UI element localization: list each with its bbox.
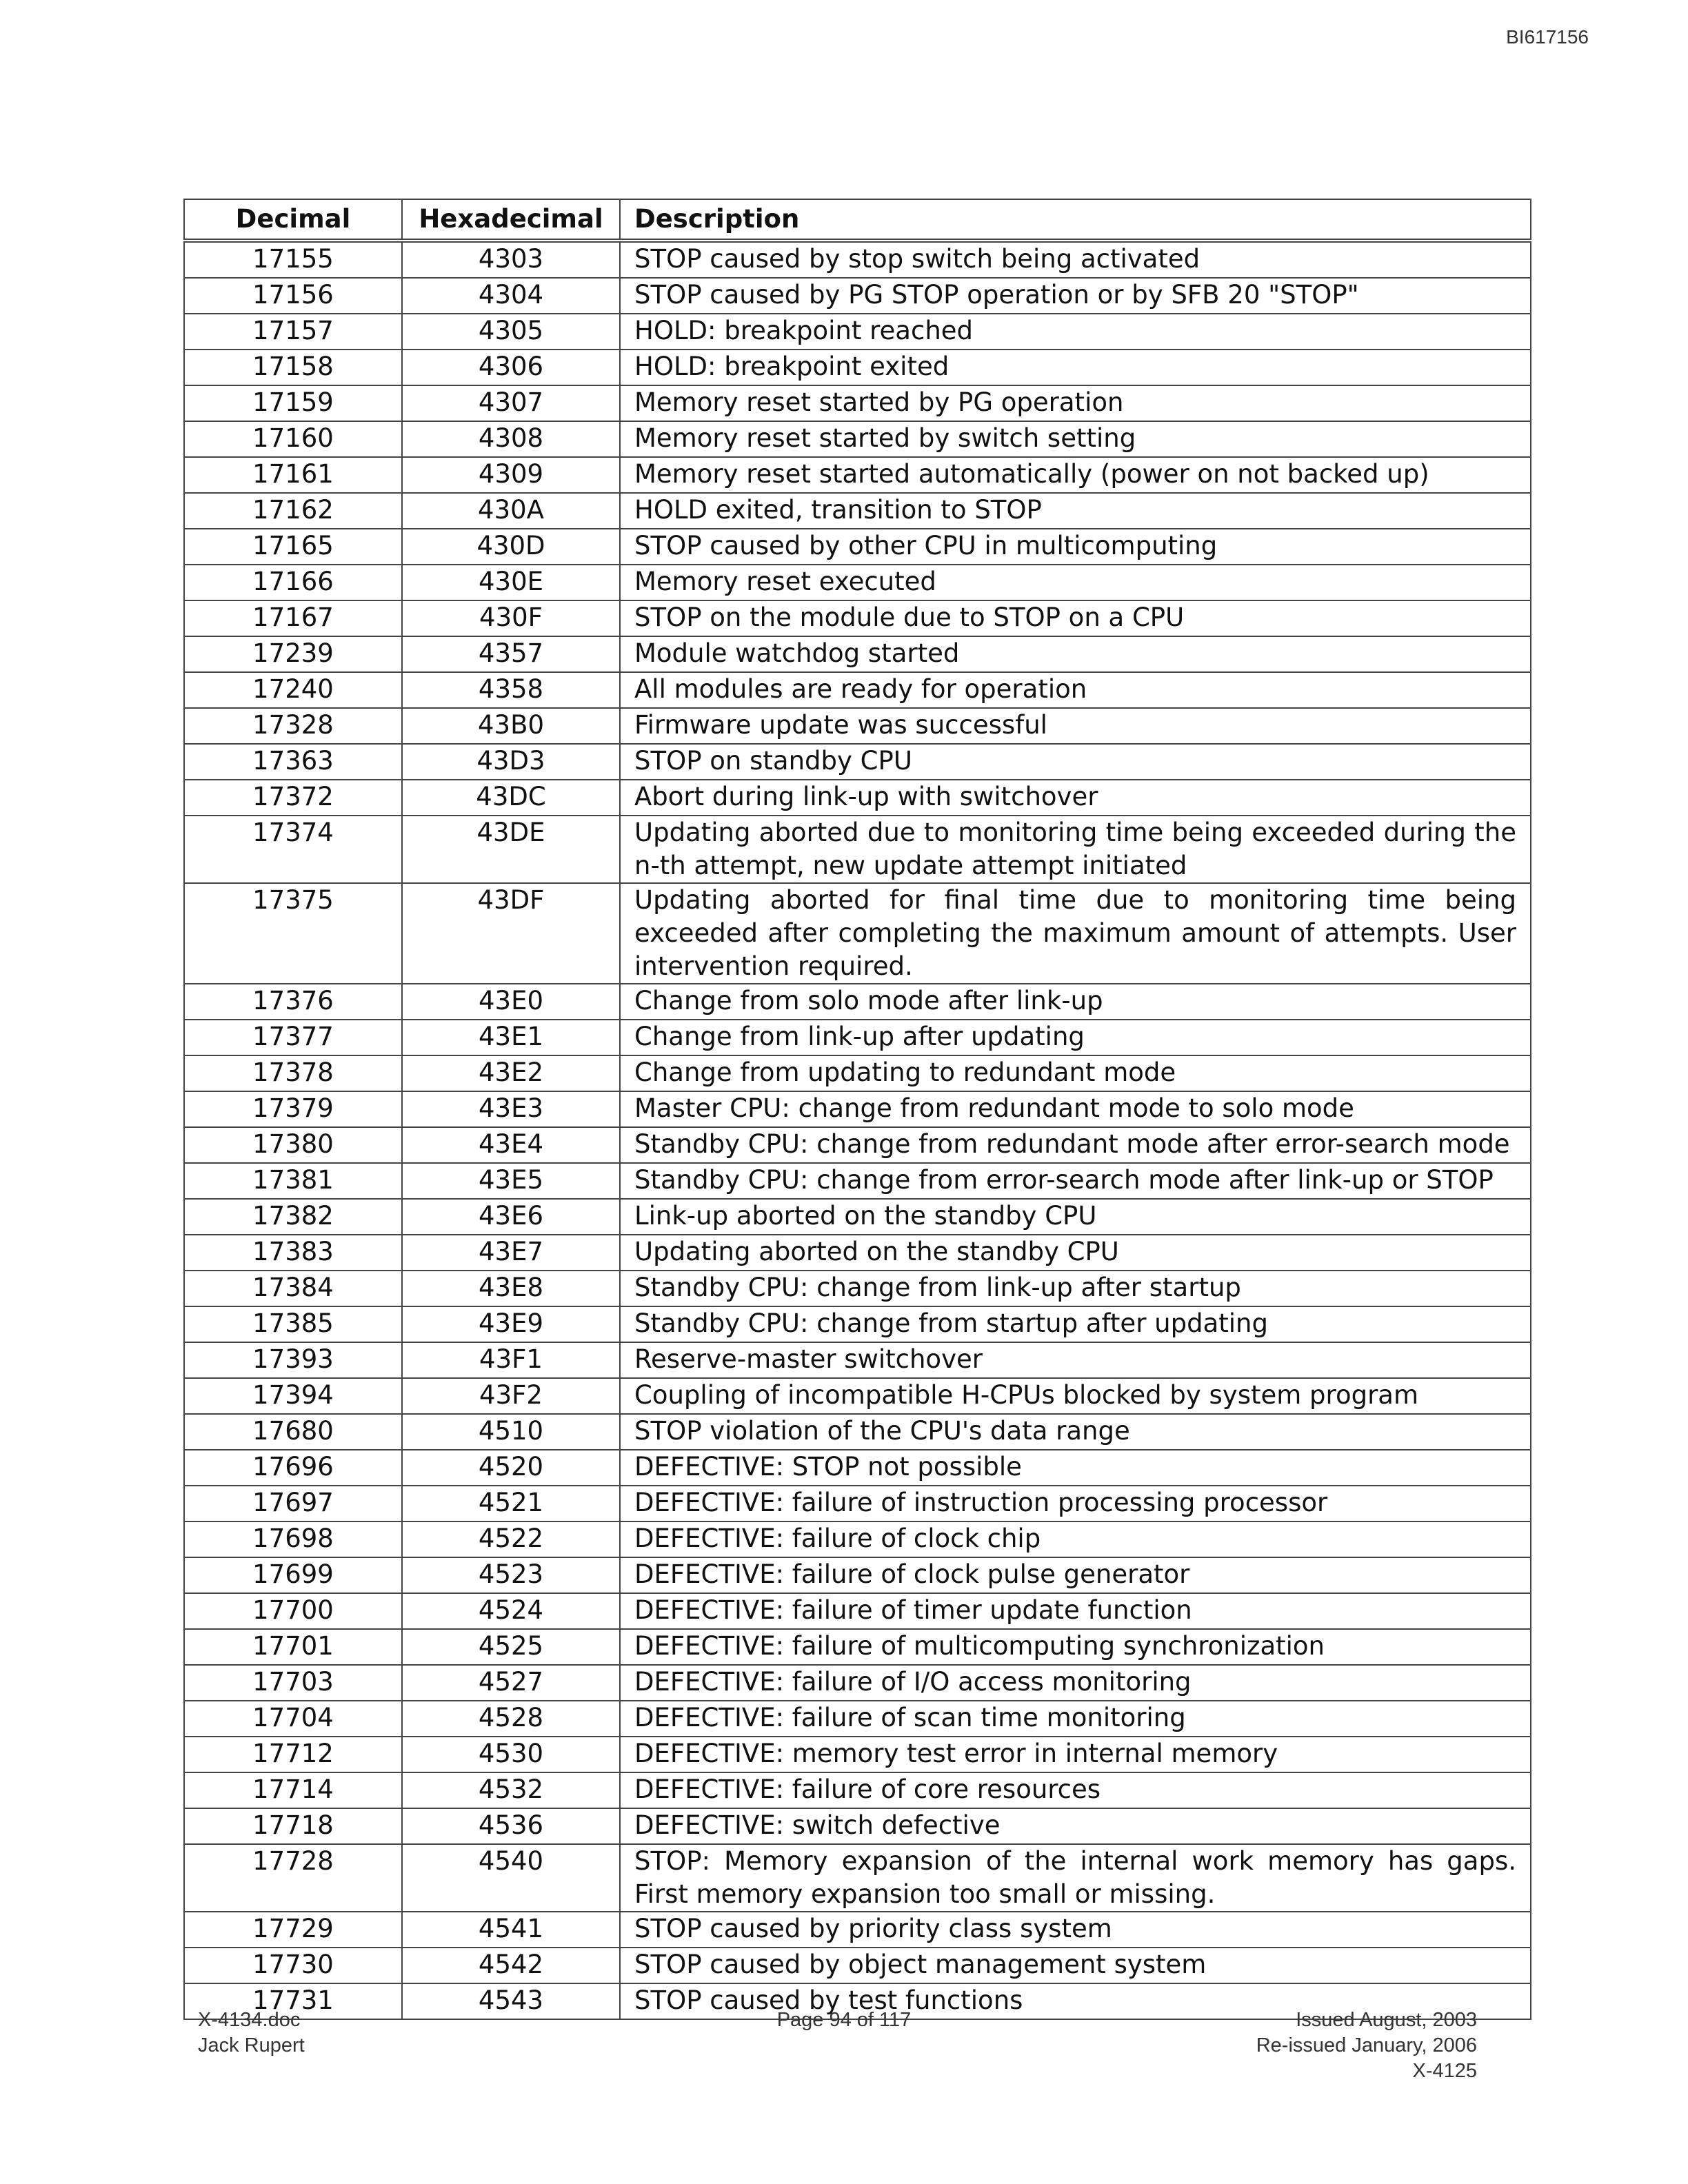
column-header-decimal: Decimal	[184, 199, 402, 241]
description-cell: HOLD exited, transition to STOP	[620, 493, 1531, 529]
table-body	[184, 241, 1531, 2019]
decimal-cell: 17377	[184, 1020, 402, 1055]
hex-cell: 4309	[402, 457, 620, 493]
description-cell: Updating aborted on the standby CPU	[620, 1235, 1531, 1271]
table-row	[184, 1127, 1531, 1163]
table-row	[184, 1665, 1531, 1701]
hex-cell: 4308	[402, 421, 620, 457]
hex-cell: 4525	[402, 1629, 620, 1665]
description-cell: STOP caused by object management system	[620, 1948, 1531, 1983]
decimal-cell: 17155	[184, 241, 402, 278]
description-cell: DEFECTIVE: failure of I/O access monitoring	[620, 1665, 1531, 1701]
description-cell: Memory reset started by PG operation	[620, 385, 1531, 421]
decimal-cell: 17376	[184, 984, 402, 1020]
decimal-cell: 17158	[184, 350, 402, 385]
description-cell: STOP caused by priority class system	[620, 1912, 1531, 1948]
description-cell: Module watchdog started	[620, 636, 1531, 672]
description-cell: Updating aborted for final time due to monitoring time being exceeded after completing the maximum amount of attempts. User intervention required.	[620, 883, 1531, 984]
table-row	[184, 1948, 1531, 1983]
description-cell: STOP on the module due to STOP on a CPU	[620, 600, 1531, 636]
hex-cell: 4303	[402, 241, 620, 278]
hex-cell: 43E3	[402, 1091, 620, 1127]
description-cell: Coupling of incompatible H-CPUs blocked by system program	[620, 1378, 1531, 1414]
decimal-cell: 17699	[184, 1557, 402, 1593]
table-row	[184, 780, 1531, 816]
description-cell: STOP caused by test functions	[620, 1983, 1531, 2019]
description-cell: HOLD: breakpoint exited	[620, 350, 1531, 385]
description-cell: Reserve-master switchover	[620, 1342, 1531, 1378]
decimal-cell: 17680	[184, 1414, 402, 1450]
table-row	[184, 1737, 1531, 1772]
description-cell: DEFECTIVE: memory test error in internal memory	[620, 1737, 1531, 1772]
table-row	[184, 1020, 1531, 1055]
page-number: Page 94 of 117	[776, 2009, 912, 2031]
table-row	[184, 493, 1531, 529]
description-cell: Standby CPU: change from link-up after startup	[620, 1271, 1531, 1306]
description-cell: Change from solo mode after link-up	[620, 984, 1531, 1020]
table-header-row	[184, 199, 1531, 241]
decimal-cell: 17393	[184, 1342, 402, 1378]
description-cell: Firmware update was successful	[620, 708, 1531, 744]
hex-cell: 4532	[402, 1772, 620, 1808]
decimal-cell: 17161	[184, 457, 402, 493]
decimal-cell: 17162	[184, 493, 402, 529]
decimal-cell: 17728	[184, 1844, 402, 1912]
table-row	[184, 1450, 1531, 1486]
hex-cell: 43E5	[402, 1163, 620, 1199]
decimal-cell: 17240	[184, 672, 402, 708]
hex-cell: 4357	[402, 636, 620, 672]
table-row	[184, 1521, 1531, 1557]
table-row	[184, 350, 1531, 385]
hex-cell: 4522	[402, 1521, 620, 1557]
table-row	[184, 1912, 1531, 1948]
description-cell: DEFECTIVE: failure of timer update function	[620, 1593, 1531, 1629]
decimal-cell: 17714	[184, 1772, 402, 1808]
description-cell: STOP violation of the CPU's data range	[620, 1414, 1531, 1450]
decimal-cell: 17160	[184, 421, 402, 457]
table-row	[184, 1342, 1531, 1378]
table-row	[184, 984, 1531, 1020]
hex-cell: 43E6	[402, 1199, 620, 1235]
table-row	[184, 1378, 1531, 1414]
table-row	[184, 314, 1531, 350]
description-cell: DEFECTIVE: failure of scan time monitoring	[620, 1701, 1531, 1737]
hex-cell: 43F1	[402, 1342, 620, 1378]
table-row	[184, 1235, 1531, 1271]
hex-cell: 43B0	[402, 708, 620, 744]
footer-issued-date: Issued August, 2003	[1296, 2009, 1477, 2031]
description-cell: All modules are ready for operation	[620, 672, 1531, 708]
description-cell: DEFECTIVE: STOP not possible	[620, 1450, 1531, 1486]
decimal-cell: 17700	[184, 1593, 402, 1629]
decimal-cell: 17381	[184, 1163, 402, 1199]
description-cell: DEFECTIVE: switch defective	[620, 1808, 1531, 1844]
description-cell: Change from link-up after updating	[620, 1020, 1531, 1055]
decimal-cell: 17167	[184, 600, 402, 636]
hex-cell: 43E7	[402, 1235, 620, 1271]
description-cell: Link-up aborted on the standby CPU	[620, 1199, 1531, 1235]
table-row	[184, 708, 1531, 744]
hex-cell: 4543	[402, 1983, 620, 2019]
table-row	[184, 1486, 1531, 1521]
table-row	[184, 529, 1531, 565]
description-cell: Standby CPU: change from redundant mode after error-search mode	[620, 1127, 1531, 1163]
hex-cell: 4358	[402, 672, 620, 708]
footer-reissued-date: Re-issued January, 2006	[1256, 2034, 1477, 2056]
table-row	[184, 385, 1531, 421]
hex-cell: 4528	[402, 1701, 620, 1737]
decimal-cell: 17372	[184, 780, 402, 816]
decimal-cell: 17383	[184, 1235, 402, 1271]
table-row	[184, 1701, 1531, 1737]
table-row	[184, 457, 1531, 493]
decimal-cell: 17156	[184, 278, 402, 314]
hex-cell: 43DC	[402, 780, 620, 816]
hex-cell: 4523	[402, 1557, 620, 1593]
hex-cell: 430F	[402, 600, 620, 636]
hex-cell: 43F2	[402, 1378, 620, 1414]
decimal-cell: 17374	[184, 816, 402, 883]
description-cell: Memory reset executed	[620, 565, 1531, 600]
description-cell: HOLD: breakpoint reached	[620, 314, 1531, 350]
table-row	[184, 1844, 1531, 1912]
hex-cell: 4527	[402, 1665, 620, 1701]
decimal-cell: 17328	[184, 708, 402, 744]
description-cell: DEFECTIVE: failure of multicomputing synchronization	[620, 1629, 1531, 1665]
table-row	[184, 1271, 1531, 1306]
hex-cell: 4307	[402, 385, 620, 421]
decimal-cell: 17363	[184, 744, 402, 780]
table-row	[184, 1808, 1531, 1844]
hex-cell: 43E2	[402, 1055, 620, 1091]
hex-cell: 4536	[402, 1808, 620, 1844]
hex-cell: 4510	[402, 1414, 620, 1450]
hex-cell: 43DE	[402, 816, 620, 883]
description-cell: Abort during link-up with switchover	[620, 780, 1531, 816]
table-row	[184, 1593, 1531, 1629]
hex-cell: 43E4	[402, 1127, 620, 1163]
table-row	[184, 1163, 1531, 1199]
table-row	[184, 636, 1531, 672]
hex-cell: 4542	[402, 1948, 620, 1983]
description-cell: STOP caused by stop switch being activated	[620, 241, 1531, 278]
hex-cell: 4305	[402, 314, 620, 350]
hex-cell: 430E	[402, 565, 620, 600]
table-row	[184, 565, 1531, 600]
hex-cell: 4540	[402, 1844, 620, 1912]
decimal-cell: 17382	[184, 1199, 402, 1235]
decimal-cell: 17165	[184, 529, 402, 565]
decimal-cell: 17379	[184, 1091, 402, 1127]
hex-cell: 4524	[402, 1593, 620, 1629]
description-cell: Change from updating to redundant mode	[620, 1055, 1531, 1091]
description-cell: STOP on standby CPU	[620, 744, 1531, 780]
decimal-cell: 17718	[184, 1808, 402, 1844]
table-row	[184, 241, 1531, 278]
table-row	[184, 1091, 1531, 1127]
decimal-cell: 17166	[184, 565, 402, 600]
description-cell: Master CPU: change from redundant mode to solo mode	[620, 1091, 1531, 1127]
decimal-cell: 17375	[184, 883, 402, 984]
table-row	[184, 816, 1531, 883]
decimal-cell: 17729	[184, 1912, 402, 1948]
hex-cell: 4304	[402, 278, 620, 314]
description-cell: Memory reset started by switch setting	[620, 421, 1531, 457]
decimal-cell: 17159	[184, 385, 402, 421]
description-cell: DEFECTIVE: failure of clock chip	[620, 1521, 1531, 1557]
table-row	[184, 1414, 1531, 1450]
hex-cell: 4530	[402, 1737, 620, 1772]
hex-cell: 43E8	[402, 1271, 620, 1306]
description-cell: DEFECTIVE: failure of core resources	[620, 1772, 1531, 1808]
decimal-cell: 17157	[184, 314, 402, 350]
hex-cell: 4521	[402, 1486, 620, 1521]
hex-cell: 43E0	[402, 984, 620, 1020]
hex-cell: 4520	[402, 1450, 620, 1486]
description-cell: STOP: Memory expansion of the internal work memory has gaps. First memory expansion too small or missing.	[620, 1844, 1531, 1912]
hex-cell: 43E1	[402, 1020, 620, 1055]
hex-cell: 430D	[402, 529, 620, 565]
decimal-cell: 17385	[184, 1306, 402, 1342]
description-cell: DEFECTIVE: failure of instruction processing processor	[620, 1486, 1531, 1521]
table-row	[184, 1772, 1531, 1808]
description-cell: Updating aborted due to monitoring time being exceeded during the n-th attempt, new update attempt initiated	[620, 816, 1531, 883]
table-row	[184, 1557, 1531, 1593]
description-cell: Memory reset started automatically (power on not backed up)	[620, 457, 1531, 493]
description-cell: DEFECTIVE: failure of clock pulse generator	[620, 1557, 1531, 1593]
decimal-cell: 17696	[184, 1450, 402, 1486]
table-row	[184, 278, 1531, 314]
event-code-table	[183, 199, 1531, 2020]
decimal-cell: 17384	[184, 1271, 402, 1306]
footer-filename: X-4134.doc	[198, 2009, 301, 2031]
table-row	[184, 1629, 1531, 1665]
hex-cell: 4541	[402, 1912, 620, 1948]
hex-cell: 43E9	[402, 1306, 620, 1342]
footer-author: Jack Rupert	[198, 2034, 305, 2056]
hex-cell: 4306	[402, 350, 620, 385]
description-cell: Standby CPU: change from startup after updating	[620, 1306, 1531, 1342]
column-header-description: Description	[620, 199, 1531, 241]
decimal-cell: 17701	[184, 1629, 402, 1665]
table-row	[184, 1055, 1531, 1091]
hex-cell: 430A	[402, 493, 620, 529]
decimal-cell: 17730	[184, 1948, 402, 1983]
table-row	[184, 883, 1531, 984]
table-row	[184, 1306, 1531, 1342]
decimal-cell: 17703	[184, 1665, 402, 1701]
table-row	[184, 600, 1531, 636]
decimal-cell: 17239	[184, 636, 402, 672]
decimal-cell: 17380	[184, 1127, 402, 1163]
decimal-cell: 17378	[184, 1055, 402, 1091]
decimal-cell: 17712	[184, 1737, 402, 1772]
table-row	[184, 1199, 1531, 1235]
hex-cell: 43DF	[402, 883, 620, 984]
column-header-hexadecimal: Hexadecimal	[402, 199, 620, 241]
document-id: BI617156	[1506, 26, 1589, 48]
decimal-cell: 17731	[184, 1983, 402, 2019]
decimal-cell: 17698	[184, 1521, 402, 1557]
decimal-cell: 17704	[184, 1701, 402, 1737]
footer-doc-number: X-4125	[1412, 2060, 1477, 2082]
decimal-cell: 17394	[184, 1378, 402, 1414]
description-cell: STOP caused by other CPU in multicomputing	[620, 529, 1531, 565]
hex-cell: 43D3	[402, 744, 620, 780]
decimal-cell: 17697	[184, 1486, 402, 1521]
footer-right	[1256, 2008, 1477, 2084]
table-row	[184, 672, 1531, 708]
table-row	[184, 421, 1531, 457]
description-cell: Standby CPU: change from error-search mode after link-up or STOP	[620, 1163, 1531, 1199]
description-cell: STOP caused by PG STOP operation or by SFB 20 "STOP"	[620, 278, 1531, 314]
table-row	[184, 744, 1531, 780]
